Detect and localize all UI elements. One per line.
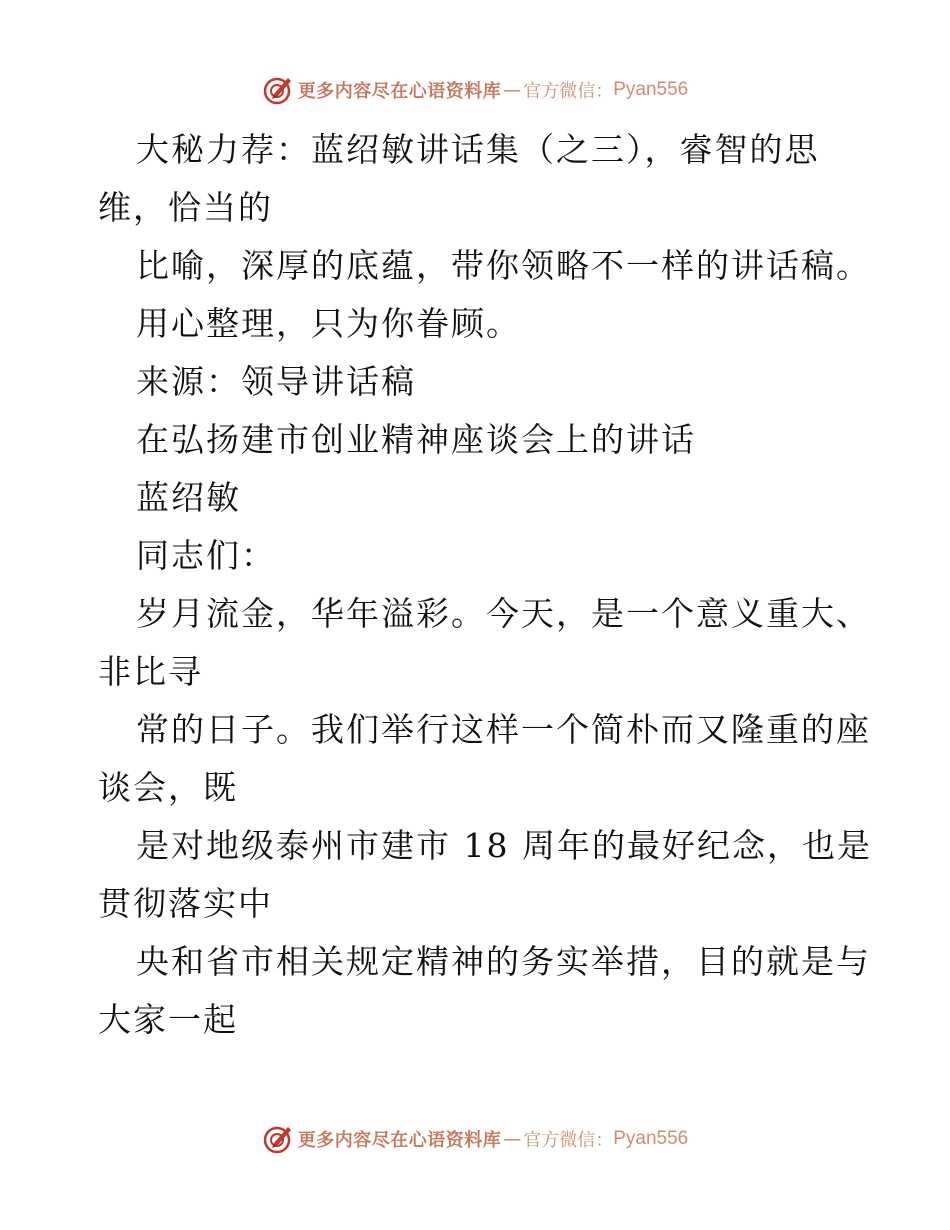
banner-wechat-id: Pyan556 (613, 79, 689, 100)
paragraph-line: 大家一起 (98, 1000, 238, 1039)
speech-title: 在弘扬建市创业精神座谈会上的讲话 (136, 420, 696, 459)
paragraph-line: 是对地级泰州市建市 18 周年的最好纪念，也是 (136, 826, 872, 865)
speaker-name: 蓝绍敏 (136, 478, 241, 517)
paragraph-line: 央和省市相关规定精神的务实举措，目的就是与 (136, 942, 871, 981)
banner-separator: — (503, 1128, 522, 1150)
pen-logo-icon (262, 1123, 294, 1155)
banner-wechat-label: 官方微信： (523, 1130, 614, 1151)
banner-wechat-label: 官方微信： (523, 81, 614, 102)
paragraph-line: 谈会，既 (98, 768, 238, 807)
paragraph-line: 大秘力荐：蓝绍敏讲话集（之三），睿智的思 (136, 130, 820, 169)
document-body (98, 121, 872, 1049)
banner-text: 更多内容尽在心语资料库 (297, 1130, 502, 1151)
paragraph-line: 非比寻 (98, 652, 203, 691)
paragraph-line: 常的日子。我们举行这样一个简朴而又隆重的座 (136, 710, 871, 749)
paragraph-line: 贯彻落实中 (98, 884, 273, 923)
salutation: 同志们： (136, 536, 276, 575)
banner-separator: — (503, 79, 522, 101)
paragraph-line: 维，恰当的 (98, 188, 273, 227)
pen-logo-icon (262, 74, 294, 106)
header-banner (0, 70, 950, 110)
footer-banner (0, 1119, 950, 1159)
source-line: 来源：领导讲话稿 (136, 362, 416, 401)
paragraph-line: 用心整理，只为你眷顾。 (136, 304, 521, 343)
paragraph-line: 比喻，深厚的底蕴，带你领略不一样的讲话稿。 (136, 246, 871, 285)
paragraph-line: 岁月流金，华年溢彩。今天，是一个意义重大、 (136, 594, 871, 633)
banner-text: 更多内容尽在心语资料库 (297, 81, 502, 102)
banner-wechat-id: Pyan556 (613, 1128, 689, 1149)
